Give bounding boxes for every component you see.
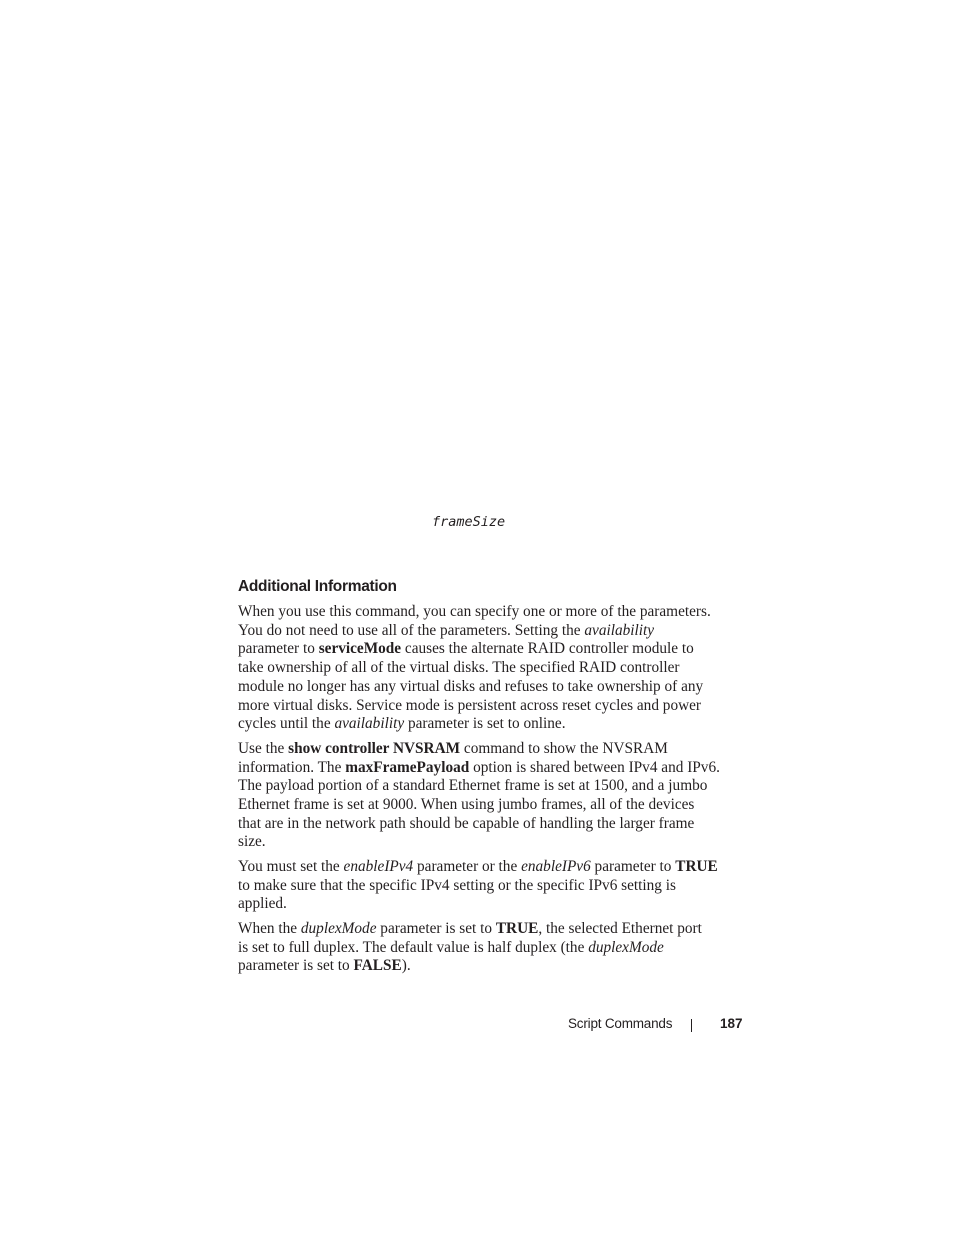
- value-false: FALSE: [353, 957, 402, 975]
- paragraph-enable-ip: [238, 858, 738, 914]
- text-run: parameter or the: [413, 857, 522, 875]
- text-run: applied.: [238, 895, 287, 913]
- text-run: ).: [401, 957, 411, 975]
- text-run: option is shared between IPv4 and IPv6.: [469, 758, 720, 776]
- text-line: [238, 833, 738, 852]
- text-line: [238, 622, 738, 641]
- text-line: [238, 715, 738, 734]
- text-line: [238, 957, 738, 976]
- text-run: parameter is set to: [238, 957, 354, 975]
- param-duplexmode: duplexMode: [588, 938, 664, 956]
- param-availability: availability: [334, 715, 405, 733]
- value-true: TRUE: [675, 857, 718, 875]
- section-heading: Additional Information: [238, 578, 397, 595]
- text-line: [238, 678, 738, 697]
- footer-section-title: Script Commands: [568, 1016, 673, 1031]
- paragraph-nvsram: [238, 740, 738, 852]
- text-line: [238, 603, 738, 622]
- code-sample-framesize: frameSize: [432, 514, 506, 530]
- text-run: parameter to: [238, 640, 319, 658]
- text-line: [238, 920, 738, 939]
- param-enableipv4: enableIPv4: [343, 857, 414, 875]
- text-run: Use the: [238, 739, 289, 757]
- text-run: take ownership of all of the virtual disks. The specified RAID controller: [238, 659, 680, 677]
- text-line: [238, 939, 738, 958]
- text-run: The payload portion of a standard Ethernet frame is set at 1500, and a jumbo: [238, 777, 708, 795]
- value-servicemode: serviceMode: [318, 640, 402, 658]
- text-run: parameter is set to online.: [404, 715, 566, 733]
- text-line: [238, 759, 738, 778]
- text-run: module no longer has any virtual disks and refuses to take ownership of any: [238, 677, 704, 695]
- text-run: , the selected Ethernet port: [538, 919, 702, 937]
- param-duplexmode: duplexMode: [300, 919, 377, 937]
- param-availability: availability: [584, 621, 655, 639]
- text-line: [238, 877, 738, 896]
- command-show-controller-nvsram: show controller NVSRAM: [288, 739, 461, 757]
- text-run: size.: [238, 833, 266, 851]
- paragraph-duplex-mode: [238, 920, 738, 976]
- text-line: [238, 640, 738, 659]
- text-run: Ethernet frame is set at 9000. When using jumbo frames, all of the devices: [238, 795, 695, 813]
- page-number: 187: [720, 1016, 743, 1031]
- text-line: [238, 777, 738, 796]
- text-run: information. The: [238, 758, 346, 776]
- text-run: that are in the network path should be capable of handling the larger frame: [238, 814, 695, 832]
- text-line: [238, 815, 738, 834]
- page-footer: [0, 1014, 954, 1034]
- text-run: parameter is set to: [376, 919, 496, 937]
- paragraph-availability: [238, 603, 738, 734]
- text-line: [238, 895, 738, 914]
- text-run: When you use this command, you can specify one or more of the parameters.: [238, 603, 711, 620]
- text-run: When the: [238, 919, 301, 937]
- text-run: cycles until the: [238, 715, 335, 733]
- text-run: command to show the NVSRAM: [460, 739, 668, 757]
- text-run: causes the alternate RAID controller module to: [401, 640, 694, 658]
- text-line: [238, 858, 738, 877]
- text-run: You do not need to use all of the parameters. Setting the: [238, 621, 585, 639]
- text-line: [238, 796, 738, 815]
- value-true: TRUE: [495, 919, 539, 937]
- option-maxframepayload: maxFramePayload: [345, 758, 470, 776]
- text-line: [238, 697, 738, 716]
- text-line: [238, 659, 738, 678]
- text-run: You must set the: [238, 857, 344, 875]
- text-run: to make sure that the specific IPv4 setting or the specific IPv6 setting is: [238, 876, 676, 894]
- body-text: [238, 603, 738, 982]
- text-run: more virtual disks. Service mode is persistent across reset cycles and power: [238, 696, 702, 714]
- text-run: is set to full duplex. The default value is half duplex (the: [238, 938, 589, 956]
- text-run: parameter to: [590, 857, 676, 875]
- param-enableipv6: enableIPv6: [521, 857, 591, 875]
- text-line: [238, 740, 738, 759]
- footer-divider: [691, 1019, 692, 1032]
